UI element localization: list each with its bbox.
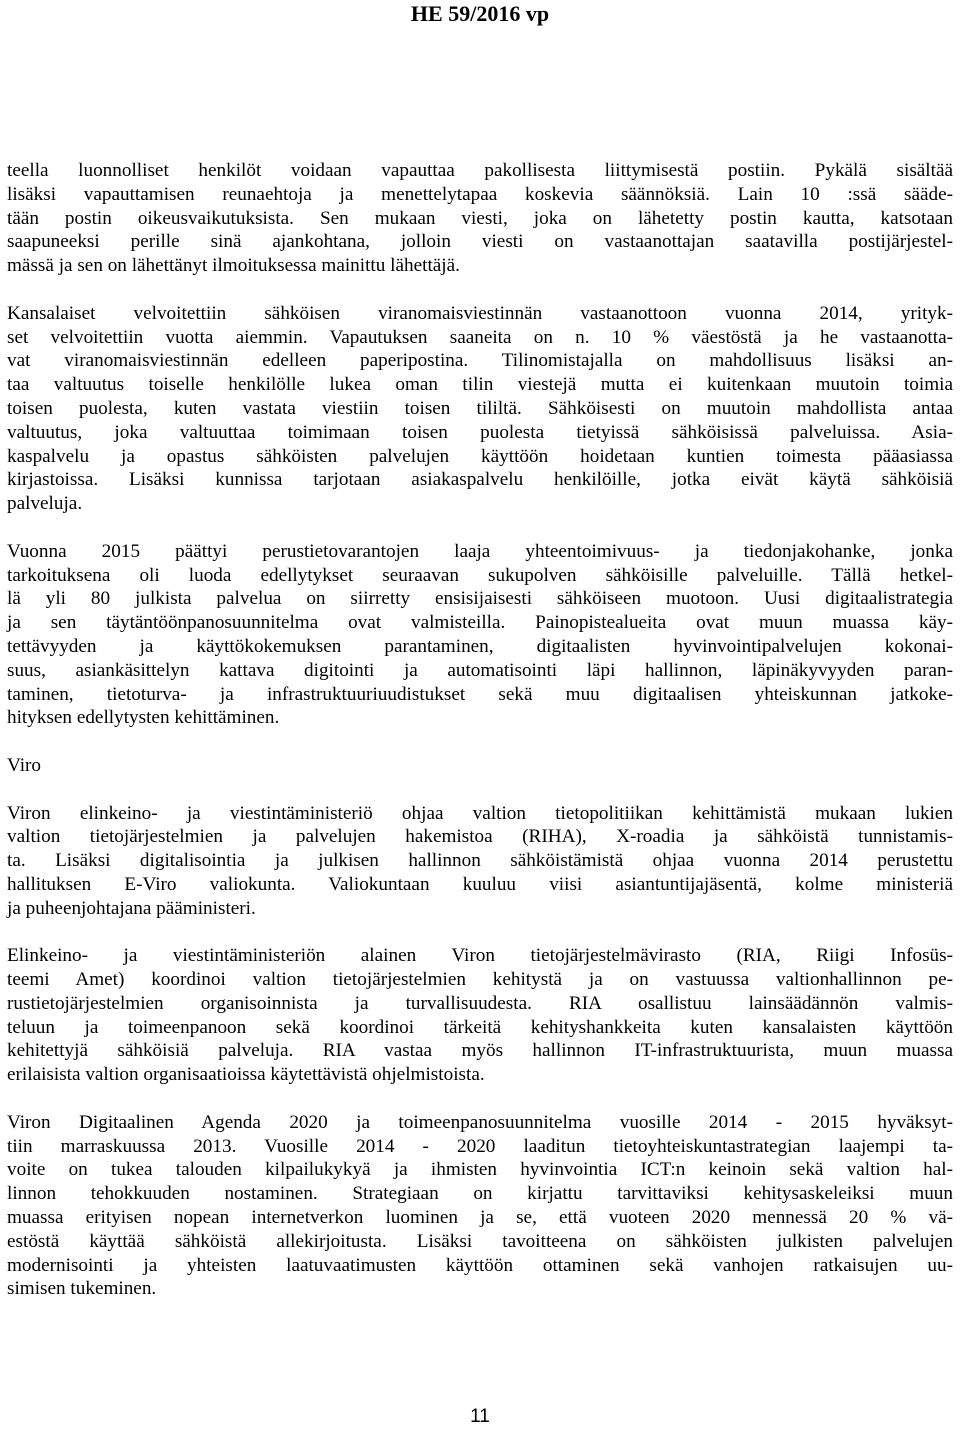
paragraph-gap <box>7 730 953 754</box>
paragraph-digitaalinen-agenda <box>7 1111 953 1301</box>
text-line: kirjastoissa. Lisäksi kunnissa tarjotaan asiakaspalvelu henkilöille, jotka eivät käytä sähköisiä <box>7 469 953 491</box>
text-line: tettävyyden ja käyttökokemuksen parantaminen, digitaalisten hyvinvointipalvelujen kokonai- <box>7 635 953 657</box>
text-line: Viron elinkeino- ja viestintäministeriö ohjaa valtion tietopolitiikan kehittämistä mukaan lukien <box>7 802 953 824</box>
text-line: hallituksen E-Viro valiokunta. Valiokuntaan kuuluu viisi asiantuntijajäsentä, kolme ministeriä <box>7 873 953 895</box>
text-line: tarkoituksena oli luoda edellytykset seuraavan sukupolven sähköisille palveluille. Tällä hetkel- <box>7 564 953 586</box>
text-line: linnon tehokkuuden nostaminen. Strategiaan on kirjattu tarvittaviksi kehitysaskeleiksi muun <box>7 1183 953 1205</box>
text-line: simisen tukeminen. <box>7 1278 157 1300</box>
text-line: teella luonnolliset henkilöt voidaan vapauttaa pakollisesta liittymisestä postiin. Pykälä sisältää <box>7 160 953 181</box>
text-line: erilaisista valtion organisaatioissa käytettävistä ohjelmistoista. <box>7 1064 485 1086</box>
text-line: voite on tukea talouden kilpailukykyä ja ihmisten hyvinvointia ICT:n keinoin sekä valtion hal- <box>7 1159 953 1181</box>
text-line: ja puheenjohtajana pääministeri. <box>7 897 256 919</box>
text-line: teluun ja toimeenpanoon sekä koordinoi tärkeitä kehityshankkeita kuten kansalaisten käyttöön <box>7 1016 953 1038</box>
paragraph-viron-elinkeino <box>7 802 953 921</box>
text-line: teemi Amet) koordinoi valtion tietojärjestelmien kehitystä ja on vastuussa valtionhallinnon pe- <box>7 969 953 991</box>
document-header: HE 59/2016 vp <box>410 1 550 26</box>
text-line: Vuonna 2015 päättyi perustietovarantojen laaja yhteentoimivuus- ja tiedonjakohanke, jonka <box>7 540 953 562</box>
text-line: tään postin oikeusvaikutuksista. Sen mukaan viesti, joka on lähetetty postin kautta, katsotaan <box>7 207 953 229</box>
text-line: lä yli 80 julkista palvelua on siirretty ensisijaisesti sähköiseen muotoon. Uusi digitaalistrategia <box>7 588 953 610</box>
text-line: toisen puolesta, kuten vastata viestiin toisen tililtä. Sähköisesti on muutoin mahdollista antaa <box>7 397 953 419</box>
text-line: suus, asiankäsittelyn kattava digitointi ja automatisointi läpi hallinnon, läpinäkyvyyden paran- <box>7 659 953 681</box>
text-line: vat viranomaisviestinnän edelleen paperipostina. Tilinomistajalla on mahdollisuus lisäksi an- <box>7 350 953 372</box>
text-line: hityksen edellytysten kehittäminen. <box>7 707 280 729</box>
paragraph-kansalaiset <box>7 302 953 516</box>
text-line: Kansalaiset velvoitettiin sähköisen viranomaisviestinnän vastaanottoon vuonna 2014, yrityk- <box>7 302 953 324</box>
text-line: muassa erityisen nopean internetverkon luominen ja se, että vuoteen 2020 mennessä 20 % vä- <box>7 1207 953 1229</box>
text-line: kaspalvelu ja opastus sähköisten palvelujen käyttöön hoidetaan kuntien toimesta pääasiassa <box>7 445 953 467</box>
text-line: set velvoitettiin vuotta aiemmin. Vapautuksen saaneita on n. 10 % väestöstä ja he vastaanotta- <box>7 326 953 348</box>
text-line: mässä ja sen on lähettänyt ilmoituksessa mainittu lähettäjä. <box>7 255 460 277</box>
document-body <box>7 159 953 1301</box>
text-line: ja sen täytäntöönpanosuunnitelma ovat valmisteilla. Painopistealueita ovat muun muassa käy- <box>7 612 953 634</box>
text-line: lisäksi vapauttamisen reunaehtoja ja menettelytapaa koskevia säännöksiä. Lain 10 :ssä sääde- <box>7 183 953 205</box>
text-line: saapuneeksi perille sinä ajankohtana, jolloin viesti on vastaanottajan saatavilla postijärjestel- <box>7 231 953 253</box>
paragraph-ria <box>7 944 953 1087</box>
text-line: taa valtuutus toiselle henkilölle lukea oman tilin viestejä mutta ei kuitenkaan muutoin toimia <box>7 374 953 396</box>
text-line: valtion tietojärjestelmien ja palvelujen hakemistoa (RIHA), X-roadia ja sähköistä tunnistamis- <box>7 826 953 848</box>
paragraph-gap <box>7 516 953 540</box>
paragraph-vuonna-2015 <box>7 540 953 730</box>
text-line: rustietojärjestelmien organisoinnista ja turvallisuudesta. RIA osallistuu lainsäädännön valmis- <box>7 992 953 1014</box>
paragraph-gap <box>7 778 953 802</box>
text-line: Elinkeino- ja viestintäministeriön alainen Viron tietojärjestelmävirasto (RIA, Riigi Infosüs- <box>7 945 953 967</box>
text-line: Viron Digitaalinen Agenda 2020 ja toimeenpanosuunnitelma vuosille 2014 - 2015 hyväksyt- <box>7 1111 953 1133</box>
text-line: modernisointi ja yhteisten laatuvaatimusten käyttöön ottaminen sekä vanhojen ratkaisujen uu- <box>7 1254 953 1276</box>
page-number: 11 <box>470 1406 490 1427</box>
paragraph-postilaki <box>7 159 953 278</box>
text-line: estöstä käyttää sähköistä allekirjoitusta. Lisäksi tavoitteena on sähköisten julkisten palvelujen <box>7 1230 953 1252</box>
text-line: ta. Lisäksi digitalisointia ja julkisen hallinnon sähköistämistä ohjaa vuonna 2014 perustettu <box>7 850 953 872</box>
text-line: valtuutus, joka valtuuttaa toimimaan toisen puolesta tietyissä sähköisissä palveluissa. Asia- <box>7 421 953 443</box>
text-line: taminen, tietoturva- ja infrastruktuuriuudistukset sekä muu digitaalisen yhteiskunnan jatkoke- <box>7 683 953 705</box>
text-line: palveluja. <box>7 493 83 515</box>
paragraph-gap <box>7 278 953 302</box>
section-heading-viro <box>7 754 953 778</box>
text-line: tiin marraskuussa 2013. Vuosille 2014 - 2020 laaditun tietoyhteiskuntastrategian laajempi ta- <box>7 1135 953 1157</box>
paragraph-gap <box>7 1087 953 1111</box>
text-line: kehitettyjä sähköisiä palveluja. RIA vastaa myös hallinnon IT-infrastruktuurista, muun muassa <box>7 1040 953 1062</box>
text-line: Viro <box>7 754 42 776</box>
paragraph-gap <box>7 921 953 945</box>
